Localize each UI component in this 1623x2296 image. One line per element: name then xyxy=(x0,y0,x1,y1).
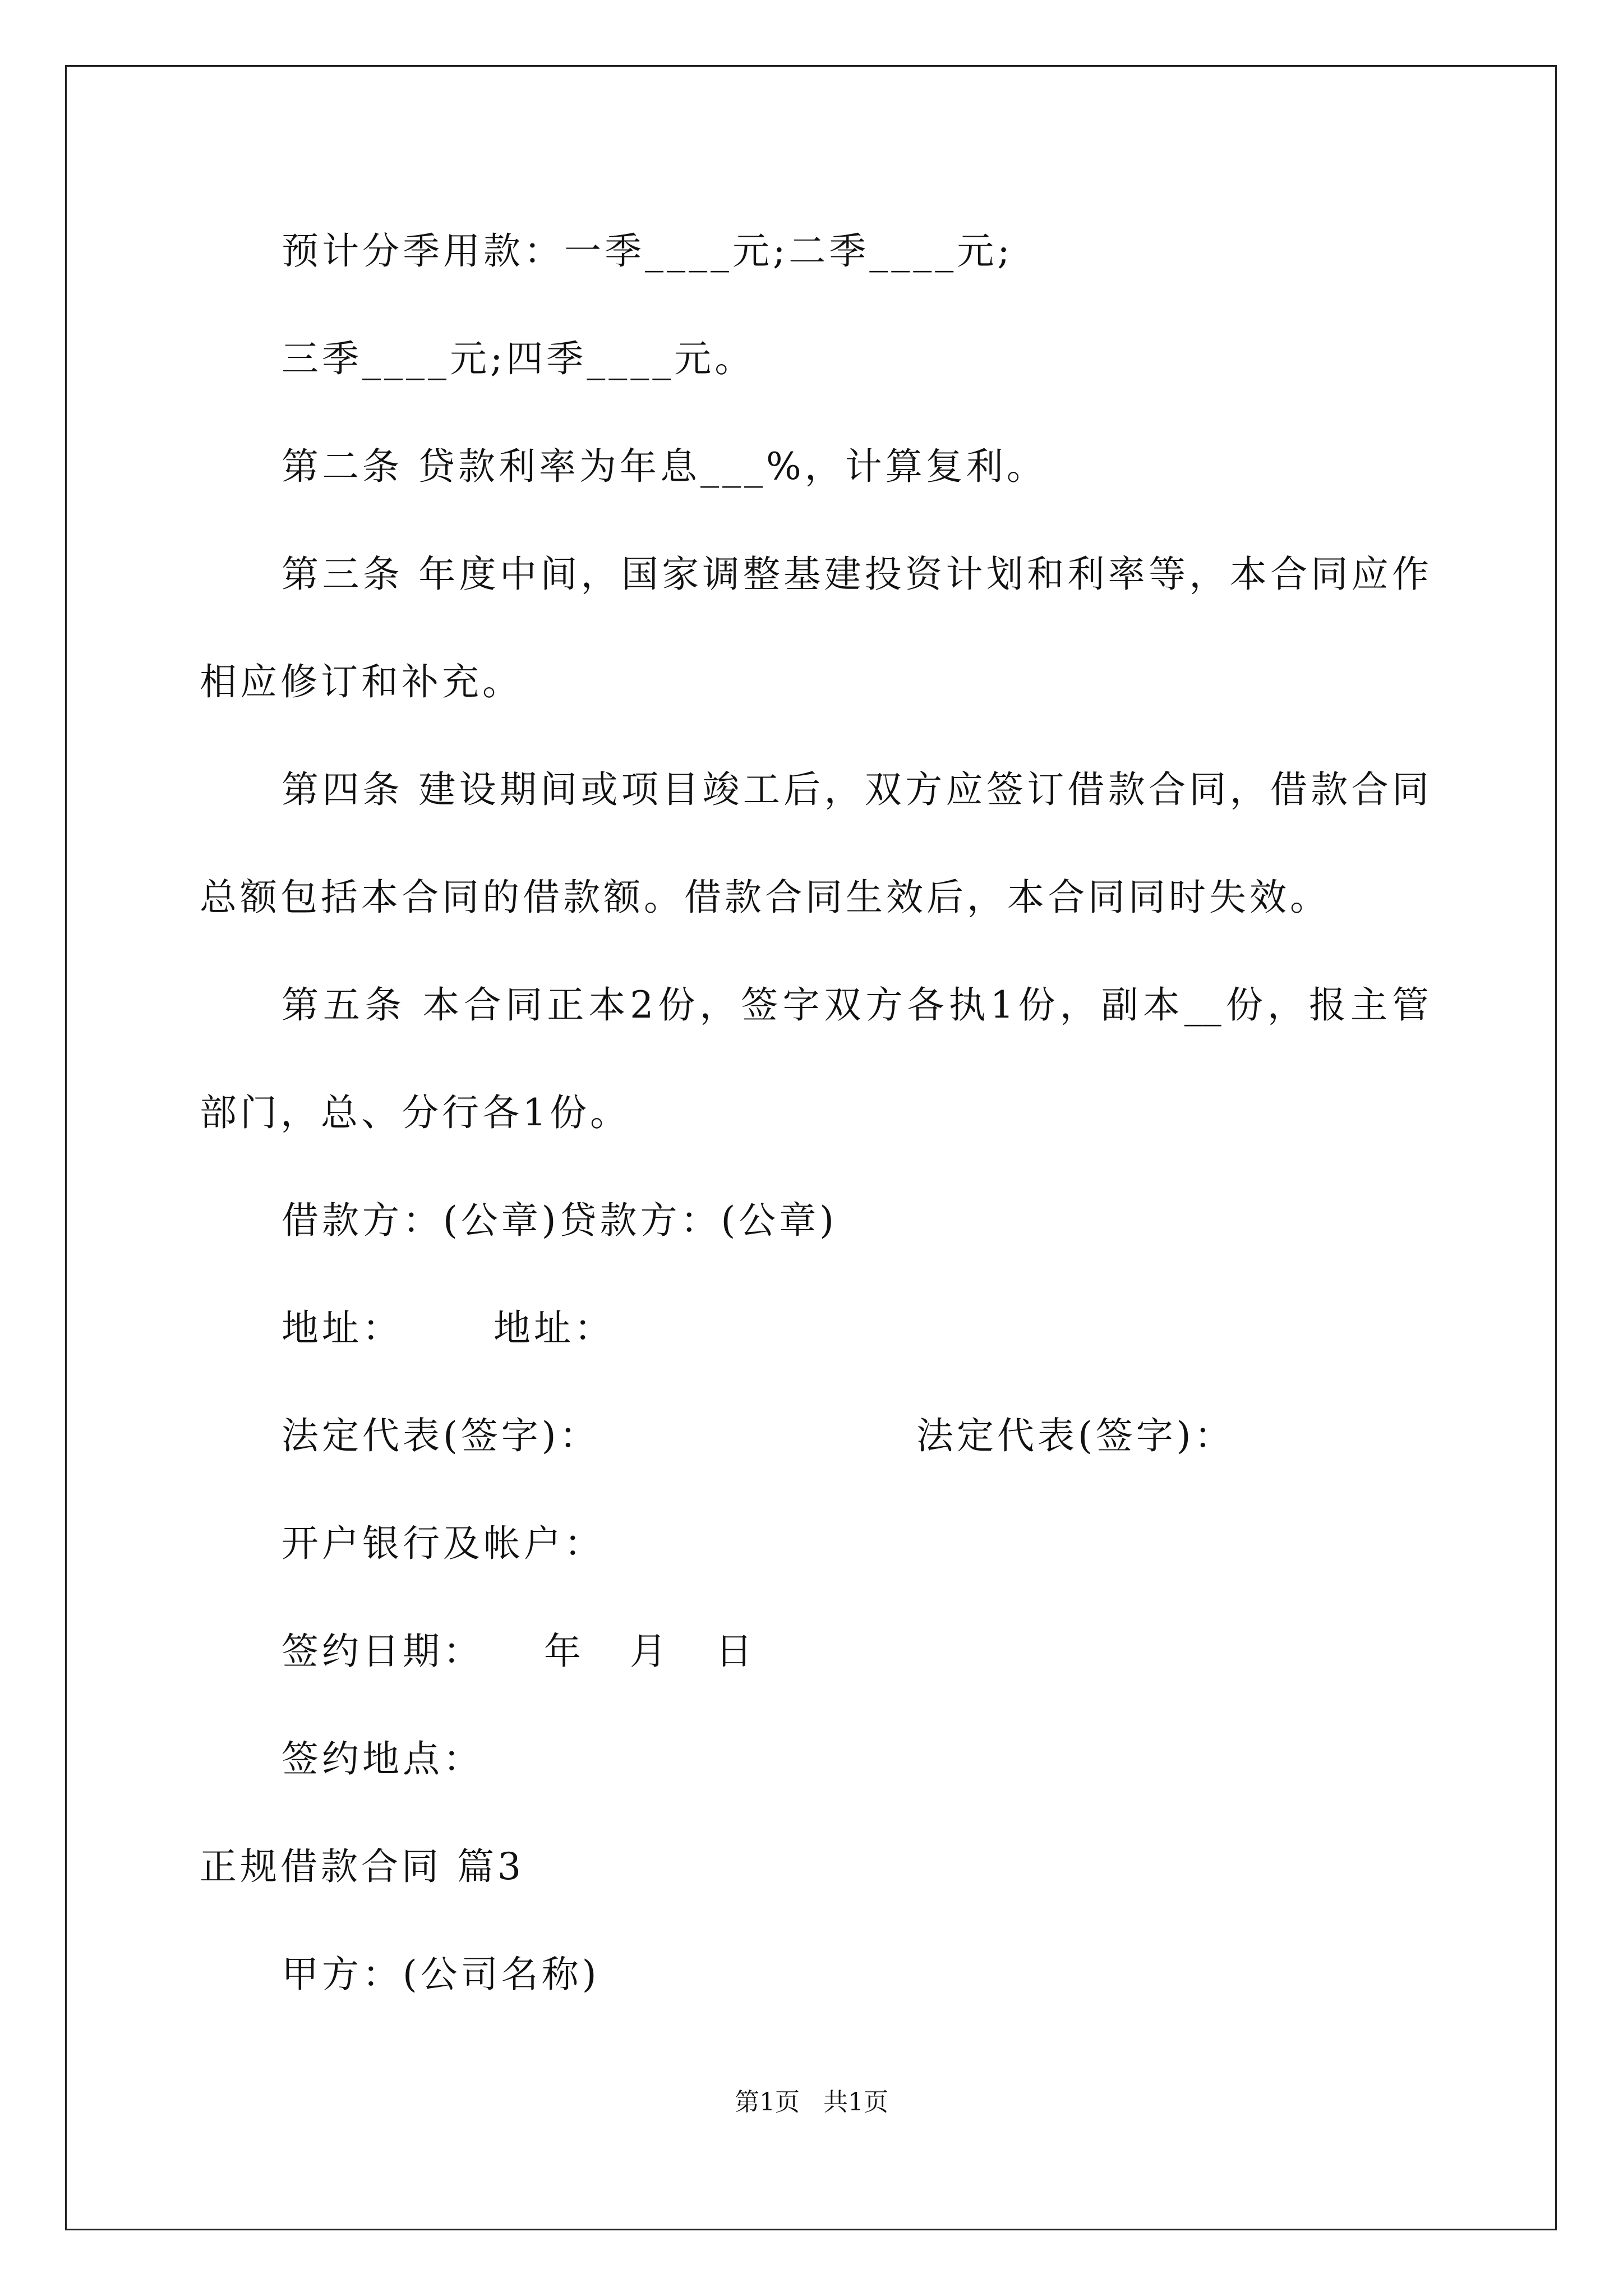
page-border xyxy=(65,65,1557,2230)
article-5: 第五条 本合同正本2份，签字双方各执1份，副本__份，报主管 xyxy=(282,983,1429,1027)
legal-representative-left: 法定代表(签字)： xyxy=(282,1414,600,1457)
article-2: 第二条 贷款利率为年息___%，计算复利。 xyxy=(282,445,1047,488)
section-heading: 正规借款合同 篇3 xyxy=(200,1845,524,1888)
signing-place-line: 签约地点： xyxy=(282,1737,483,1780)
paragraph-quarterly-payments: 预计分季用款：一季____元;二季____元; xyxy=(282,229,1013,273)
article-3-cont: 相应修订和补充。 xyxy=(200,660,523,703)
paragraph-quarterly-payments-cont: 三季____元;四季____元。 xyxy=(282,337,755,380)
signing-date-line: 签约日期： 年 月 日 xyxy=(282,1630,756,1673)
article-4-cont: 总额包括本合同的借款额。借款合同生效后，本合同同时失效。 xyxy=(200,876,1330,919)
article-3: 第三条 年度中间，国家调整基建投资计划和利率等，本合同应作 xyxy=(282,553,1429,596)
seal-line: 借款方：(公章)贷款方：(公章) xyxy=(282,1199,837,1242)
party-a-line: 甲方：(公司名称) xyxy=(282,1953,600,1996)
legal-representative-right: 法定代表(签字)： xyxy=(916,1414,1235,1457)
bank-account-line: 开户银行及帐户： xyxy=(282,1522,605,1565)
article-4: 第四条 建设期间或项目竣工后，双方应签订借款合同，借款合同 xyxy=(282,768,1429,811)
page-footer: 第1页 共1页 xyxy=(735,2088,888,2116)
article-5-cont: 部门，总、分行各1份。 xyxy=(200,1091,630,1134)
address-line: 地址： 地址： xyxy=(282,1306,615,1350)
